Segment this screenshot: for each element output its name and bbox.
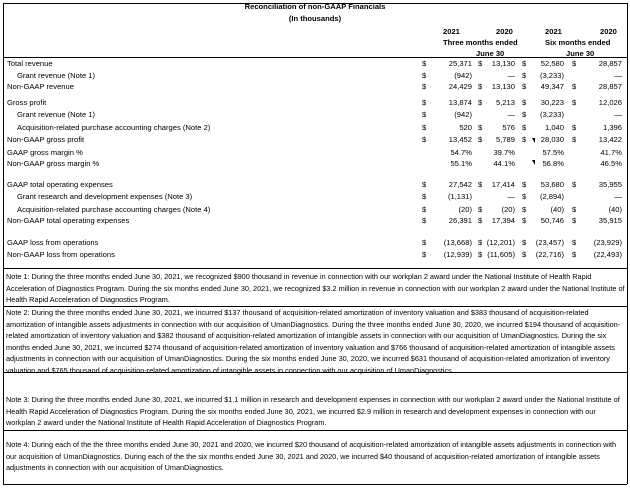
cell-value: (20) (458, 205, 472, 214)
currency-symbol: $ (572, 98, 577, 107)
cell-value: 13,452 (448, 135, 472, 144)
cell-value: (12,201) (486, 238, 515, 247)
cell-value: 57.5% (542, 148, 564, 157)
year-header-1: 2021 (443, 27, 460, 36)
cell-value: 28,857 (598, 59, 622, 68)
currency-symbol: $ (572, 82, 577, 91)
cell-value: — (614, 71, 622, 80)
cell-value: — (507, 192, 515, 201)
cell-value: 13,874 (448, 98, 472, 107)
currency-symbol: $ (572, 250, 577, 259)
currency-symbol: $ (522, 123, 527, 132)
cell-value: (942) (454, 110, 472, 119)
cell-value: (11,605) (487, 250, 515, 259)
row-label: GAAP gross margin % (7, 148, 83, 157)
currency-symbol: $ (522, 238, 527, 247)
cell-value: — (507, 110, 515, 119)
cell-value: 53,680 (540, 180, 564, 189)
comment-marker-icon (532, 160, 535, 165)
currency-symbol: $ (422, 59, 427, 68)
cell-value: (23,929) (593, 238, 622, 247)
cell-value: — (614, 110, 622, 119)
cell-value: 576 (502, 123, 515, 132)
currency-symbol: $ (478, 59, 483, 68)
row-label: Grant revenue (Note 1) (17, 71, 96, 80)
cell-value: 12,026 (598, 98, 622, 107)
row-label: GAAP total operating expenses (7, 180, 113, 189)
currency-symbol: $ (522, 110, 527, 119)
row-label: Non-GAAP loss from operations (7, 250, 115, 259)
notes-divider-3 (3, 430, 627, 431)
cell-value: 55.1% (450, 159, 472, 168)
currency-symbol: $ (478, 135, 483, 144)
cell-value: (22,493) (593, 250, 622, 259)
cell-value: (3,233) (539, 110, 564, 119)
cell-value: 56.8% (542, 159, 564, 168)
row-label: Non-GAAP gross profit (7, 135, 85, 144)
currency-symbol: $ (422, 82, 427, 91)
note-4: Note 4: During each of the the three months ended June 30, 2021 and 2020, we incurred $20 thousand of acquisition-related amortization of intangible assets adjustments in connection with our acquisition of UmanDiagnostics. During each of the the six months ended June 30, 2021 and 2020, we incurred $40 thousand of acquisition-related amortization of intangible assets adjustments in connection with our acquisition of UmanDiagnostics. (6, 440, 617, 473)
currency-symbol: $ (572, 135, 577, 144)
cell-value: (942) (454, 71, 472, 80)
cell-value: 44.1% (493, 159, 515, 168)
cell-value: 17,414 (491, 180, 515, 189)
cell-value: (13,668) (443, 238, 472, 247)
currency-symbol: $ (478, 205, 483, 214)
cell-value: 520 (459, 123, 472, 132)
currency-symbol: $ (478, 216, 483, 225)
cell-value: 24,429 (448, 82, 472, 91)
currency-symbol: $ (522, 82, 527, 91)
cell-value: 46.5% (600, 159, 622, 168)
year-header-4: 2020 (600, 27, 617, 36)
right-border (627, 3, 628, 484)
cell-value: 1,396 (602, 123, 622, 132)
row-label: Gross profit (7, 98, 47, 107)
year-header-2: 2020 (496, 27, 513, 36)
row-label: Acquisition-related purchase accounting charges (Note 4) (17, 205, 211, 214)
currency-symbol: $ (522, 216, 527, 225)
cell-value: (40) (608, 205, 622, 214)
row-label: GAAP loss from operations (7, 238, 99, 247)
currency-symbol: $ (522, 135, 527, 144)
cell-value: 28,857 (598, 82, 622, 91)
row-label: Non-GAAP total operating expenses (7, 216, 130, 225)
header-divider (3, 57, 627, 58)
cell-value: 50,746 (540, 216, 564, 225)
cell-value: — (507, 71, 515, 80)
currency-symbol: $ (422, 250, 427, 259)
currency-symbol: $ (522, 98, 527, 107)
cell-value: 52,580 (540, 59, 564, 68)
currency-symbol: $ (422, 216, 427, 225)
cell-value: 1,040 (544, 123, 564, 132)
currency-symbol: $ (478, 250, 483, 259)
notes-divider-top (3, 268, 627, 269)
notes-divider-2 (3, 372, 627, 373)
cell-value: (1,131) (447, 192, 472, 201)
currency-symbol: $ (422, 238, 427, 247)
note-2: Note 2: During the three months ended June 30, 2021, we incurred $137 thousand of acquisition-related amortization of inventory valuation and $383 thousand of acquisition-related amortization of intangible assets adjustments in connection with our acquisition of UmanDiagnostics. During the three months ended June 30, 2020, we incurred $194 thousand of acquisition-related amortization of inventory valuation and $382 thousand of acquisition-related amortization of intangible assets in connection with our acquisition of UmanDiagnostics. During the six months ended June 30, 2021, we incurred $274 thousand of acquisition-related amortization of inventory valuation and $766 thousand of acquisition-related amortization of intangible assets adjustments in connection with our acquisition of UmanDiagnostics. During the six months ended June 30, 2020, we incurred $631 thousand of acquisition-related amortization of inventory valuation and $765 thousand of acquisition-related amortization of intangible assets in connection with our acquisition of UmanDiagnostics (6, 308, 621, 375)
cell-value: 25,371 (448, 59, 472, 68)
cell-value: 27,542 (448, 180, 472, 189)
currency-symbol: $ (572, 238, 577, 247)
cell-value: (20) (501, 205, 515, 214)
comment-marker-icon (532, 138, 535, 143)
currency-symbol: $ (572, 216, 577, 225)
cell-value: (12,939) (443, 250, 472, 259)
cell-value: 30,223 (540, 98, 564, 107)
cell-value: 35,915 (598, 216, 622, 225)
report-subtitle: (In thousands) (288, 14, 342, 23)
cell-value: 13,130 (491, 59, 515, 68)
currency-symbol: $ (422, 110, 427, 119)
currency-symbol: $ (478, 180, 483, 189)
june30-left-header: June 30 (476, 49, 505, 58)
row-label: Grant research and development expenses (Note 3) (17, 192, 193, 201)
currency-symbol: $ (422, 71, 427, 80)
currency-symbol: $ (522, 180, 527, 189)
three-months-header: Three months ended (443, 38, 518, 47)
currency-symbol: $ (478, 82, 483, 91)
currency-symbol: $ (422, 123, 427, 132)
currency-symbol: $ (572, 205, 577, 214)
currency-symbol: $ (478, 98, 483, 107)
currency-symbol: $ (522, 205, 527, 214)
currency-symbol: $ (422, 205, 427, 214)
currency-symbol: $ (522, 192, 527, 201)
cell-value: 49,347 (540, 82, 564, 91)
currency-symbol: $ (422, 98, 427, 107)
six-months-header: Six months ended (545, 38, 611, 47)
cell-value: (23,457) (535, 238, 564, 247)
cell-value: — (614, 192, 622, 201)
cell-value: 13,422 (598, 135, 622, 144)
june30-right-header: June 30 (566, 49, 595, 58)
cell-value: 17,394 (491, 216, 515, 225)
currency-symbol: $ (422, 192, 427, 201)
cell-value: 26,391 (448, 216, 472, 225)
cell-value: 39.7% (493, 148, 515, 157)
currency-symbol: $ (522, 71, 527, 80)
left-border (3, 3, 4, 484)
note-1: Note 1: During the three months ended June 30, 2021, we recognized $900 thousand in revenue in connection with our workplan 2 award under the National Institute of Health Rapid Acceleration of Diagnostics Program. During the six months ended June 30, 2021, we recognized $3.2 million in revenue in connection with our workplan 2 award under the National Institute of Health Rapid Acceleration of Diagnostics Program. (6, 272, 625, 305)
currency-symbol: $ (422, 135, 427, 144)
currency-symbol: $ (572, 59, 577, 68)
row-label: Acquisition-related purchase accounting charges (Note 2) (17, 123, 211, 132)
cell-value: 28,030 (540, 135, 564, 144)
year-header-3: 2021 (545, 27, 562, 36)
cell-value: 13,130 (491, 82, 515, 91)
note-3: Note 3: During the three months ended June 30, 2021, we incurred $1.1 million in research and development expenses in connection with our workplan 2 award under the National Institute of Health Rapid Acceleration of Diagnostics Program. During the six months ended June 30, 2021, we incurred $2.9 million in research and development expenses in connection with our workplan 2 award under the National Institute of Health Rapid Acceleration of Diagnostics Program. (6, 395, 620, 428)
currency-symbol: $ (422, 180, 427, 189)
currency-symbol: $ (572, 123, 577, 132)
currency-symbol: $ (572, 180, 577, 189)
report-title: Reconciliation of non-GAAP Financials (244, 2, 386, 11)
cell-value: 5,789 (495, 135, 515, 144)
cell-value: 54.7% (450, 148, 472, 157)
currency-symbol: $ (522, 250, 527, 259)
cell-value: 41.7% (600, 148, 622, 157)
currency-symbol: $ (522, 59, 527, 68)
currency-symbol: $ (478, 238, 483, 247)
cell-value: (3,233) (539, 71, 564, 80)
row-label: Total revenue (7, 59, 53, 68)
cell-value: 5,213 (495, 98, 515, 107)
bottom-border (3, 484, 627, 485)
row-label: Non-GAAP revenue (7, 82, 74, 91)
cell-value: 35,955 (598, 180, 622, 189)
row-label: Grant revenue (Note 1) (17, 110, 96, 119)
cell-value: (2,894) (539, 192, 564, 201)
row-label: Non-GAAP gross margin % (7, 159, 100, 168)
currency-symbol: $ (478, 123, 483, 132)
cell-value: (40) (550, 205, 564, 214)
cell-value: (22,716) (535, 250, 564, 259)
